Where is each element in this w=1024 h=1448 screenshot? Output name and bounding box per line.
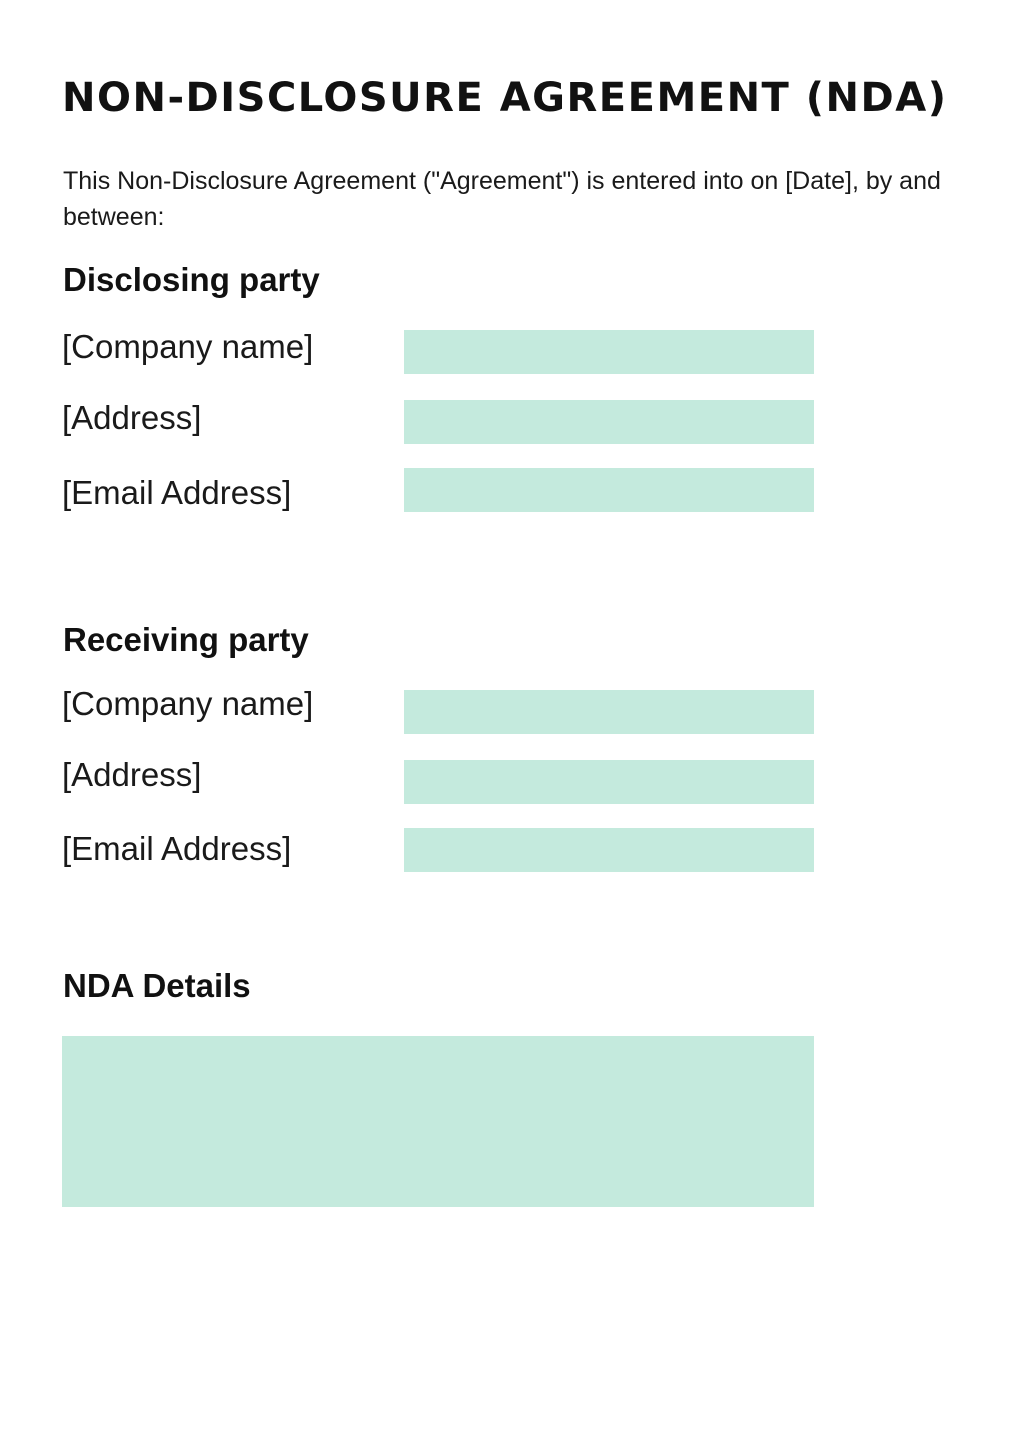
disclosing-address-field[interactable] (404, 400, 814, 444)
receiving-address-field[interactable] (404, 760, 814, 804)
disclosing-company-name-field[interactable] (404, 330, 814, 374)
receiving-address-label: [Address] (62, 756, 202, 793)
intro-paragraph: This Non-Disclosure Agreement ("Agreement") is entered into on [Date], by and between: (63, 167, 941, 231)
disclosing-email-field[interactable] (404, 468, 814, 512)
receiving-email-field[interactable] (404, 828, 814, 872)
receiving-company-name-field[interactable] (404, 690, 814, 734)
disclosing-address-label: [Address] (62, 399, 202, 436)
receiving-email-label: [Email Address] (62, 830, 292, 867)
receiving-party-heading: Receiving party (63, 621, 309, 658)
disclosing-party-heading: Disclosing party (63, 261, 320, 298)
receiving-company-name-label: [Company name] (62, 685, 314, 722)
disclosing-email-label: [Email Address] (62, 474, 292, 511)
disclosing-company-name-label: [Company name] (62, 328, 314, 365)
nda-details-field[interactable] (62, 1036, 814, 1207)
document-title: NON-DISCLOSURE AGREEMENT (NDA) (62, 75, 948, 121)
nda-details-heading: NDA Details (63, 967, 251, 1004)
